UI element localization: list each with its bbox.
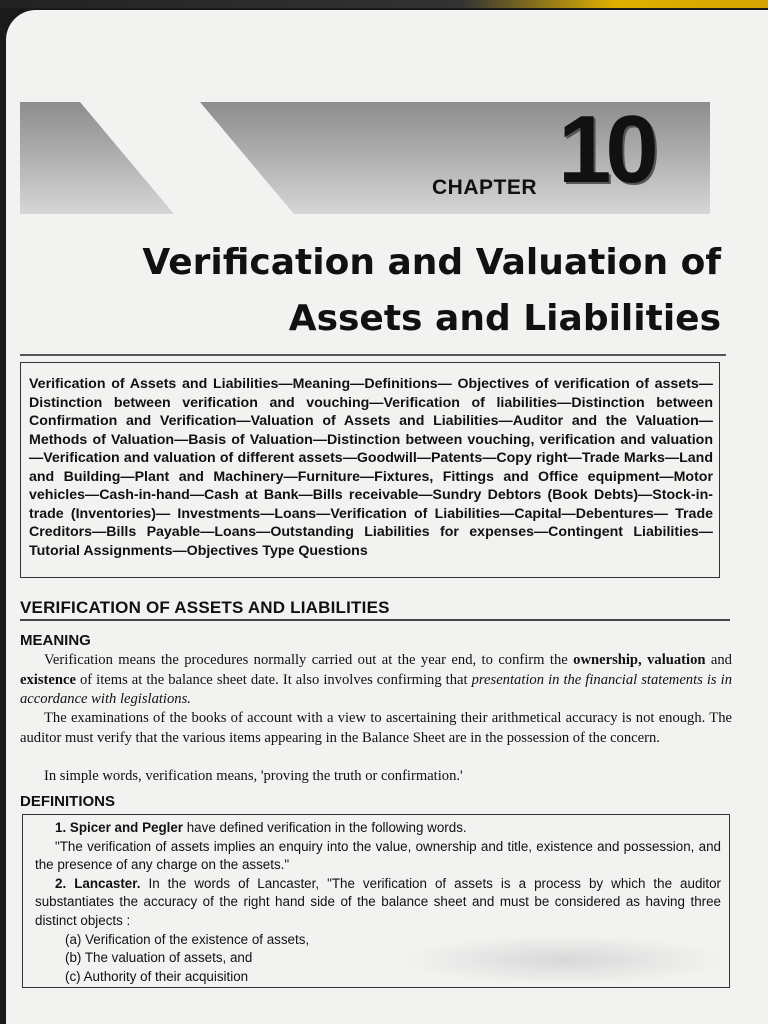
definition-1-quote: "The verification of assets implies an enquiry into the value, ownership and title, existence and possession, and the presence of any charge on the assets." — [35, 838, 721, 873]
chapter-number: 10 — [558, 96, 653, 203]
definition-1: 1. Spicer and Pegler have defined verification in the following words. — [55, 820, 467, 835]
chapter-title-line-1: Verification and Valuation of — [142, 242, 721, 283]
meaning-heading: MEANING — [20, 632, 91, 649]
chapter-title — [56, 235, 721, 347]
definition-2: 2. Lancaster. In the words of Lancaster, "The verification of assets is a process by which the auditor substantiates the accuracy of the right hand side of the balance sheet and must be considered as having three distinct objects : — [35, 875, 722, 928]
chapter-label: CHAPTER — [432, 176, 538, 199]
title-divider — [20, 354, 726, 356]
chapter-title-line-2: Assets and Liabilities — [288, 298, 721, 339]
definition-item-a: (a) Verification of the existence of assets, — [65, 931, 310, 947]
meaning-paragraph-2: The examinations of the books of account with a view to ascertaining their arithmetical accuracy is not enough. The auditor must verify that the various items appearing in the Balance Sheet are in the possession of the concern. — [20, 710, 732, 746]
meaning-paragraph-3: In simple words, verification means, 'proving the truth or confirmation.' — [44, 768, 463, 784]
section-divider — [20, 619, 730, 621]
definitions-heading: DEFINITIONS — [20, 793, 116, 810]
section-heading: VERIFICATION OF ASSETS AND LIABILITIES — [20, 598, 390, 617]
meaning-paragraph-1: Verification means the procedures normally carried out at the year end, to confirm the ownership, valuation and existence of items at the balance sheet date. It also involves confirming that presentation in the financial statements is in accordance with legislations. — [20, 652, 732, 707]
definition-item-b: (b) The valuation of assets, and — [65, 950, 253, 966]
book-page — [6, 10, 768, 1024]
definition-item-c: (c) Authority of their acquisition — [65, 968, 249, 984]
top-edge — [0, 0, 768, 8]
chapter-summary-box: Verification of Assets and Liabilities—Meaning—Definitions— Objectives of verification of assets—Distinction between verification and vouching—Verification of liabilities—Distinction between Confirmation and Verification—Valuation of Assets and Liabilities—Auditor and the Valuation—Methods of Valuation—Basis of Valuation—Distinction between vouching, verification and valuation—Verification and valuation of different assets—Goodwill—Patents—Copy right—Trade Marks—Land and Building—Plant and Machinery—Furniture—Fixtures, Fittings and Office equipment—Motor vehicles—Cash-in-hand—Cash at Bank—Bills receivable—Sundry Debtors (Book Debts)—Stock-in-trade (Inventories)— Investments—Loans—Verification of Liabilities—Capital—Debentures— Trade Creditors—Bills Payable—Loans—Outstanding Liabilities for expenses—Contingent Liabilities—Tutorial Assignments—Objectives Type Questions — [20, 362, 720, 578]
page-smudge — [401, 935, 726, 985]
